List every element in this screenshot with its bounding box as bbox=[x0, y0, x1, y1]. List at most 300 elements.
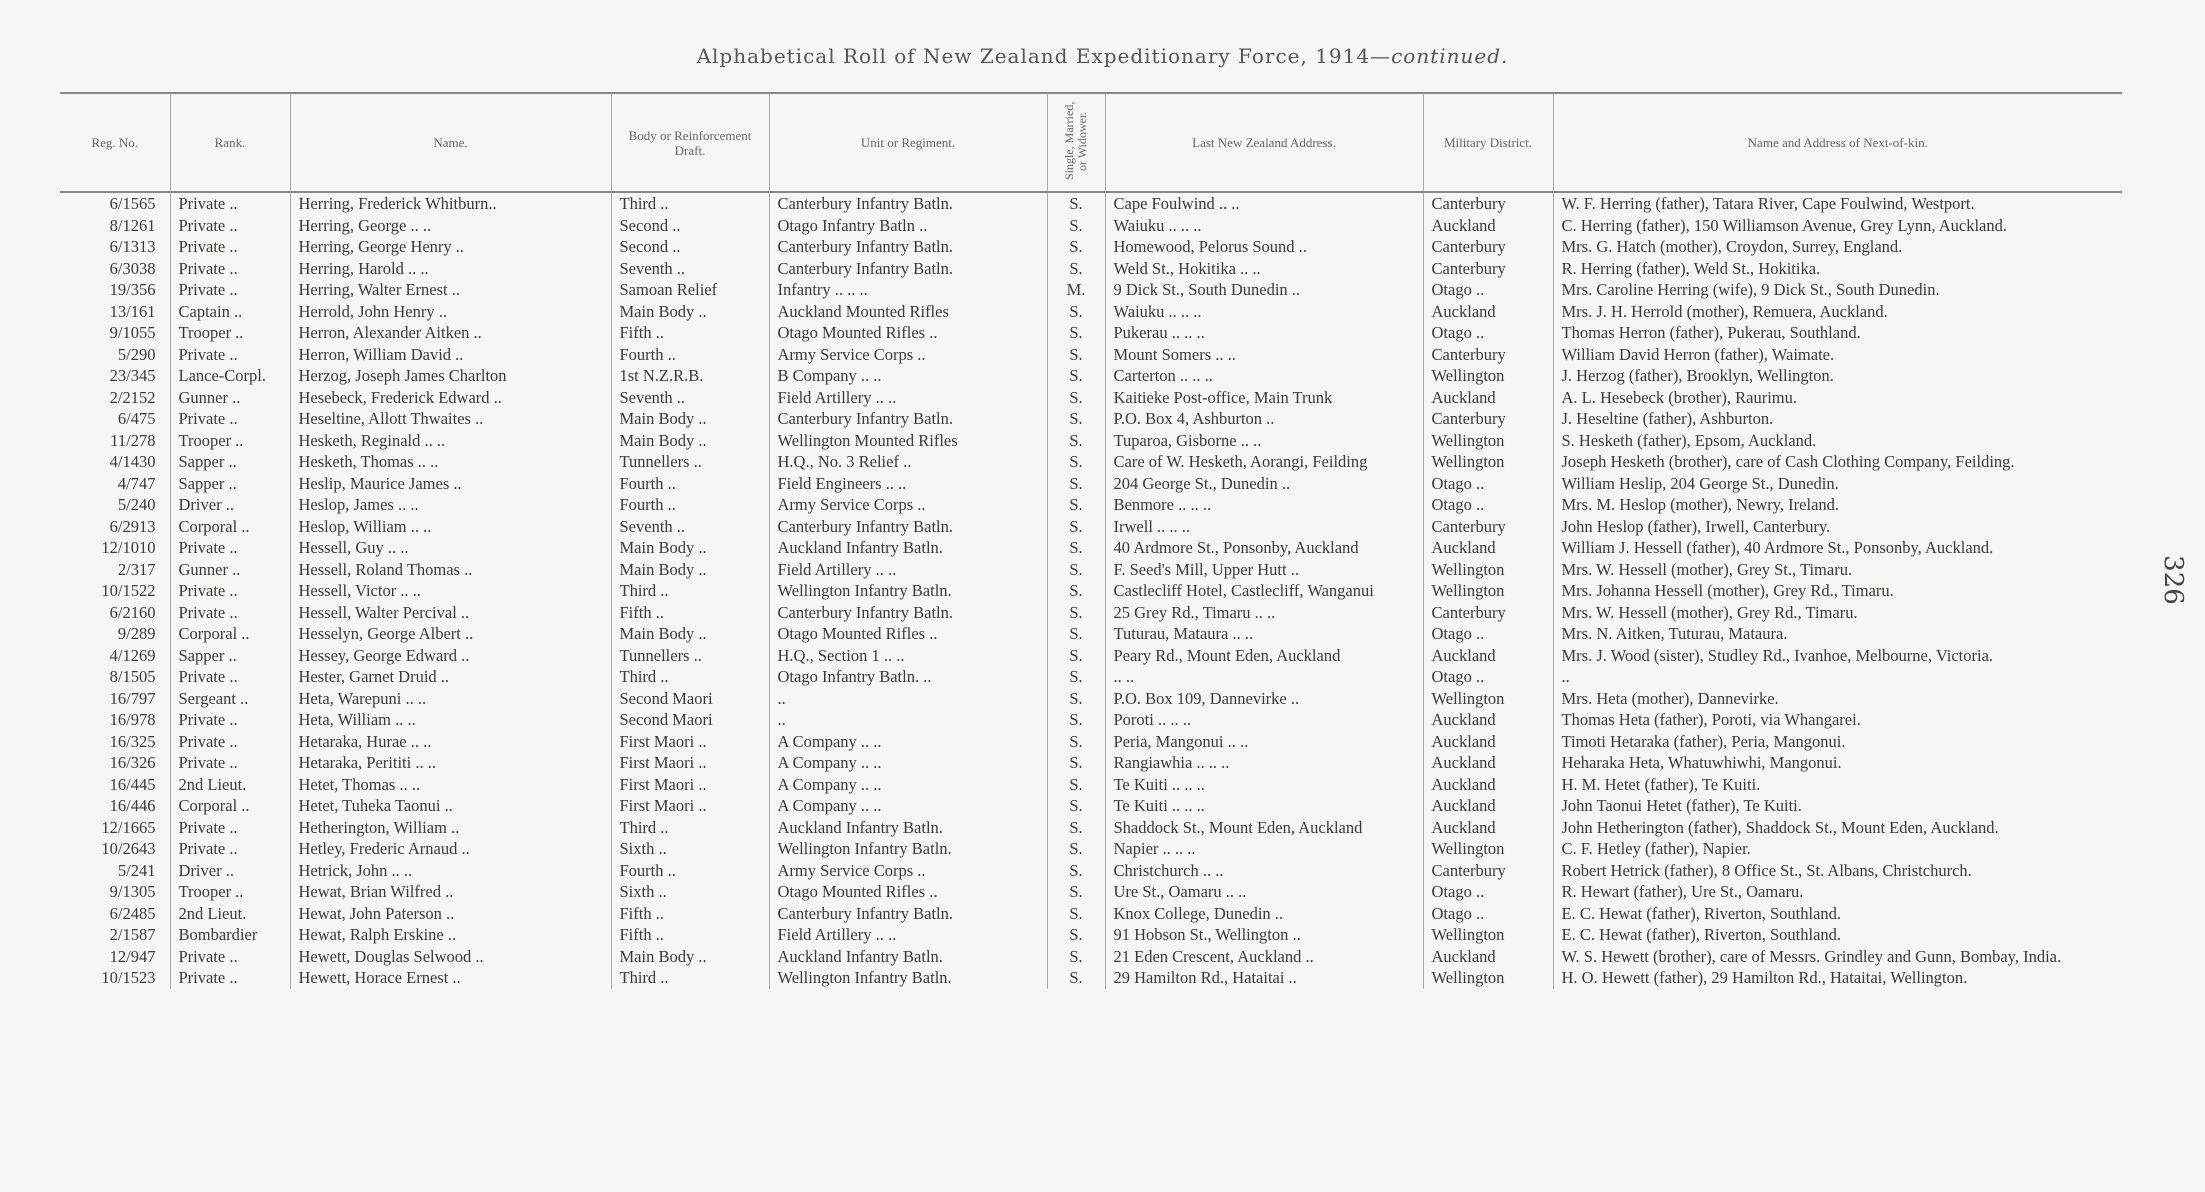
rank-cell: Private .. bbox=[170, 946, 290, 968]
rank-cell: Corporal .. bbox=[170, 795, 290, 817]
rank-cell: Gunner .. bbox=[170, 387, 290, 409]
district-cell: Auckland bbox=[1423, 795, 1553, 817]
unit-cell: Otago Infantry Batln .. bbox=[769, 215, 1047, 237]
rank-cell: Bombardier bbox=[170, 924, 290, 946]
address-cell: Waiuku .. .. .. bbox=[1105, 301, 1423, 323]
kin-cell: H. O. Hewett (father), 29 Hamilton Rd., Hataitai, Wellington. bbox=[1553, 967, 2122, 989]
table-row bbox=[60, 795, 2122, 817]
body-cell: Fourth .. bbox=[611, 494, 769, 516]
unit-cell: Auckland Infantry Batln. bbox=[769, 817, 1047, 839]
body-cell: Samoan Relief bbox=[611, 279, 769, 301]
address-cell: Care of W. Hesketh, Aorangi, Feilding bbox=[1105, 451, 1423, 473]
rank-cell: Captain .. bbox=[170, 301, 290, 323]
address-cell: 21 Eden Crescent, Auckland .. bbox=[1105, 946, 1423, 968]
district-cell: Wellington bbox=[1423, 559, 1553, 581]
rank-cell: Lance-Corpl. bbox=[170, 365, 290, 387]
address-cell: F. Seed's Mill, Upper Hutt .. bbox=[1105, 559, 1423, 581]
unit-cell: Army Service Corps .. bbox=[769, 494, 1047, 516]
rank-cell: Sapper .. bbox=[170, 473, 290, 495]
reg-no-cell: 12/947 bbox=[109, 946, 156, 966]
district-cell: Canterbury bbox=[1423, 408, 1553, 430]
address-cell: Carterton .. .. .. bbox=[1105, 365, 1423, 387]
body-cell: Fourth .. bbox=[611, 473, 769, 495]
kin-cell: H. M. Hetet (father), Te Kuiti. bbox=[1553, 774, 2122, 796]
table-row bbox=[60, 666, 2122, 688]
body-cell: Fifth .. bbox=[611, 602, 769, 624]
unit-cell: Field Artillery .. .. bbox=[769, 924, 1047, 946]
reg-no-cell: 9/1305 bbox=[109, 882, 156, 901]
status-cell: S. bbox=[1047, 494, 1105, 516]
kin-cell: Mrs. M. Heslop (mother), Newry, Ireland. bbox=[1553, 494, 2122, 516]
status-cell: S. bbox=[1047, 666, 1105, 688]
reg-no-cell: 6/3038 bbox=[109, 258, 156, 278]
table-row bbox=[60, 602, 2122, 624]
page-title bbox=[0, 44, 2205, 68]
address-cell: Shaddock St., Mount Eden, Auckland bbox=[1105, 817, 1423, 839]
rank-cell: Private .. bbox=[170, 192, 290, 215]
reg-no-cell: 16/797 bbox=[109, 688, 156, 708]
name-cell: Hetaraka, Hurae .. .. bbox=[290, 731, 611, 753]
rank-cell: Corporal .. bbox=[170, 623, 290, 645]
name-cell: Hetrick, John .. .. bbox=[290, 860, 611, 882]
name-cell: Hewett, Douglas Selwood .. bbox=[290, 946, 611, 968]
table-row bbox=[60, 709, 2122, 731]
name-cell: Hesketh, Thomas .. .. bbox=[290, 451, 611, 473]
kin-cell: Mrs. Heta (mother), Dannevirke. bbox=[1553, 688, 2122, 710]
status-cell: S. bbox=[1047, 795, 1105, 817]
reg-no-cell: 11/278 bbox=[110, 430, 156, 450]
district-cell: Canterbury bbox=[1423, 344, 1553, 366]
col-header-status bbox=[1047, 93, 1105, 192]
table-row bbox=[60, 516, 2122, 538]
body-cell: Third .. bbox=[611, 580, 769, 602]
kin-cell: Mrs. J. Wood (sister), Studley Rd., Ivanhoe, Melbourne, Victoria. bbox=[1553, 645, 2122, 667]
district-cell: Auckland bbox=[1423, 817, 1553, 839]
rank-cell: Private .. bbox=[170, 731, 290, 753]
table-row bbox=[60, 537, 2122, 559]
reg-no-cell: 10/1522 bbox=[101, 581, 156, 600]
name-cell: Hewat, John Paterson .. bbox=[290, 903, 611, 925]
body-cell: Main Body .. bbox=[611, 946, 769, 968]
unit-cell: Auckland Infantry Batln. bbox=[769, 946, 1047, 968]
status-cell: S. bbox=[1047, 688, 1105, 710]
reg-no-cell: 12/1010 bbox=[101, 538, 156, 557]
name-cell: Hewat, Ralph Erskine .. bbox=[290, 924, 611, 946]
unit-cell: Otago Mounted Rifles .. bbox=[769, 322, 1047, 344]
district-cell: Canterbury bbox=[1423, 258, 1553, 280]
name-cell: Heslop, William .. .. bbox=[290, 516, 611, 538]
status-cell: S. bbox=[1047, 774, 1105, 796]
kin-cell: Mrs. G. Hatch (mother), Croydon, Surrey, England. bbox=[1553, 236, 2122, 258]
unit-cell: Canterbury Infantry Batln. bbox=[769, 258, 1047, 280]
name-cell: Hetet, Thomas .. .. bbox=[290, 774, 611, 796]
district-cell: Otago .. bbox=[1423, 903, 1553, 925]
col-header-status-text: Single, Married, or Widower. bbox=[1062, 101, 1089, 181]
table-row bbox=[60, 408, 2122, 430]
address-cell: 29 Hamilton Rd., Hataitai .. bbox=[1105, 967, 1423, 989]
unit-cell: H.Q., No. 3 Relief .. bbox=[769, 451, 1047, 473]
address-cell: 204 George St., Dunedin .. bbox=[1105, 473, 1423, 495]
table-row bbox=[60, 967, 2122, 989]
body-cell: Second .. bbox=[611, 236, 769, 258]
body-cell: Third .. bbox=[611, 967, 769, 989]
district-cell: Auckland bbox=[1423, 774, 1553, 796]
unit-cell: Otago Mounted Rifles .. bbox=[769, 623, 1047, 645]
body-cell: Seventh .. bbox=[611, 387, 769, 409]
name-cell: Hetaraka, Perititi .. .. bbox=[290, 752, 611, 774]
address-cell: Castlecliff Hotel, Castlecliff, Wanganui bbox=[1105, 580, 1423, 602]
rank-cell: Sapper .. bbox=[170, 451, 290, 473]
table-row bbox=[60, 387, 2122, 409]
table-row bbox=[60, 580, 2122, 602]
address-cell: Napier .. .. .. bbox=[1105, 838, 1423, 860]
kin-cell: Timoti Hetaraka (father), Peria, Mangonui. bbox=[1553, 731, 2122, 753]
reg-no-cell: 9/1055 bbox=[109, 323, 156, 342]
district-cell: Wellington bbox=[1423, 924, 1553, 946]
unit-cell: Wellington Mounted Rifles bbox=[769, 430, 1047, 452]
rank-cell: Private .. bbox=[170, 344, 290, 366]
status-cell: S. bbox=[1047, 924, 1105, 946]
address-cell: P.O. Box 4, Ashburton .. bbox=[1105, 408, 1423, 430]
district-cell: Wellington bbox=[1423, 838, 1553, 860]
unit-cell: Canterbury Infantry Batln. bbox=[769, 903, 1047, 925]
table-row bbox=[60, 322, 2122, 344]
reg-no-cell: 4/747 bbox=[117, 473, 156, 493]
name-cell: Herring, Frederick Whitburn.. bbox=[290, 192, 611, 215]
status-cell: S. bbox=[1047, 365, 1105, 387]
address-cell: Tuturau, Mataura .. .. bbox=[1105, 623, 1423, 645]
status-cell: S. bbox=[1047, 709, 1105, 731]
reg-no-cell: 6/2160 bbox=[109, 602, 156, 622]
body-cell: Fifth .. bbox=[611, 924, 769, 946]
rank-cell: Trooper .. bbox=[170, 430, 290, 452]
name-cell: Hewett, Horace Ernest .. bbox=[290, 967, 611, 989]
status-cell: S. bbox=[1047, 192, 1105, 215]
body-cell: Sixth .. bbox=[611, 881, 769, 903]
table-row bbox=[60, 365, 2122, 387]
status-cell: S. bbox=[1047, 430, 1105, 452]
kin-cell: John Hetherington (father), Shaddock St., Mount Eden, Auckland. bbox=[1553, 817, 2122, 839]
kin-cell: Robert Hetrick (father), 8 Office St., St. Albans, Christchurch. bbox=[1553, 860, 2122, 882]
name-cell: Herron, Alexander Aitken .. bbox=[290, 322, 611, 344]
table-row bbox=[60, 688, 2122, 710]
table-row bbox=[60, 192, 2122, 215]
reg-no-cell: 16/445 bbox=[109, 774, 156, 794]
unit-cell: Wellington Infantry Batln. bbox=[769, 838, 1047, 860]
reg-no-cell: 16/446 bbox=[109, 796, 156, 815]
body-cell: Seventh .. bbox=[611, 516, 769, 538]
reg-no-cell: 6/475 bbox=[117, 409, 156, 428]
rank-cell: Driver .. bbox=[170, 494, 290, 516]
district-cell: Wellington bbox=[1423, 365, 1553, 387]
table-row bbox=[60, 623, 2122, 645]
district-cell: Auckland bbox=[1423, 215, 1553, 237]
status-cell: S. bbox=[1047, 516, 1105, 538]
reg-no-cell: 19/356 bbox=[109, 280, 156, 299]
status-cell: S. bbox=[1047, 817, 1105, 839]
unit-cell: Canterbury Infantry Batln. bbox=[769, 516, 1047, 538]
unit-cell: A Company .. .. bbox=[769, 774, 1047, 796]
unit-cell: Field Artillery .. .. bbox=[769, 387, 1047, 409]
unit-cell: Canterbury Infantry Batln. bbox=[769, 192, 1047, 215]
title-text: Alphabetical Roll of New Zealand Expeditionary Force, 1914— bbox=[696, 44, 1392, 68]
unit-cell: Auckland Infantry Batln. bbox=[769, 537, 1047, 559]
address-cell: Knox College, Dunedin .. bbox=[1105, 903, 1423, 925]
name-cell: Hetley, Frederic Arnaud .. bbox=[290, 838, 611, 860]
title-suffix: continued. bbox=[1391, 44, 1509, 68]
body-cell: Main Body .. bbox=[611, 623, 769, 645]
status-cell: S. bbox=[1047, 215, 1105, 237]
page-number: 326 bbox=[2157, 555, 2188, 605]
address-cell: 9 Dick St., South Dunedin .. bbox=[1105, 279, 1423, 301]
status-cell: S. bbox=[1047, 731, 1105, 753]
table-row bbox=[60, 279, 2122, 301]
kin-cell: J. Heseltine (father), Ashburton. bbox=[1553, 408, 2122, 430]
address-cell: Christchurch .. .. bbox=[1105, 860, 1423, 882]
status-cell: S. bbox=[1047, 752, 1105, 774]
kin-cell: Thomas Heta (father), Poroti, via Whangarei. bbox=[1553, 709, 2122, 731]
kin-cell: W. S. Hewett (brother), care of Messrs. Grindley and Gunn, Bombay, India. bbox=[1553, 946, 2122, 968]
kin-cell: R. Hewart (father), Ure St., Oamaru. bbox=[1553, 881, 2122, 903]
name-cell: Hessell, Walter Percival .. bbox=[290, 602, 611, 624]
body-cell: Third .. bbox=[611, 666, 769, 688]
unit-cell: .. bbox=[769, 709, 1047, 731]
address-cell: Waiuku .. .. .. bbox=[1105, 215, 1423, 237]
name-cell: Herron, William David .. bbox=[290, 344, 611, 366]
district-cell: Wellington bbox=[1423, 451, 1553, 473]
status-cell: S. bbox=[1047, 258, 1105, 280]
name-cell: Heseltine, Allott Thwaites .. bbox=[290, 408, 611, 430]
reg-no-cell: 2/2152 bbox=[109, 387, 156, 407]
kin-cell: Mrs. Johanna Hessell (mother), Grey Rd., Timaru. bbox=[1553, 580, 2122, 602]
status-cell: S. bbox=[1047, 838, 1105, 860]
rank-cell: Private .. bbox=[170, 709, 290, 731]
table-row bbox=[60, 430, 2122, 452]
unit-cell: Auckland Mounted Rifles bbox=[769, 301, 1047, 323]
rank-cell: Private .. bbox=[170, 408, 290, 430]
reg-no-cell: 12/1665 bbox=[101, 817, 156, 837]
kin-cell: Heharaka Heta, Whatuwhiwhi, Mangonui. bbox=[1553, 752, 2122, 774]
kin-cell: John Taonui Hetet (father), Te Kuiti. bbox=[1553, 795, 2122, 817]
address-cell: Benmore .. .. .. bbox=[1105, 494, 1423, 516]
reg-no-cell: 5/241 bbox=[117, 860, 156, 880]
body-cell: First Maori .. bbox=[611, 731, 769, 753]
body-cell: Second Maori bbox=[611, 709, 769, 731]
kin-cell: J. Herzog (father), Brooklyn, Wellington. bbox=[1553, 365, 2122, 387]
district-cell: Wellington bbox=[1423, 580, 1553, 602]
col-header-reg: Reg. No. bbox=[60, 93, 170, 192]
unit-cell: Canterbury Infantry Batln. bbox=[769, 602, 1047, 624]
reg-no-cell: 10/1523 bbox=[101, 968, 156, 987]
body-cell: 1st N.Z.R.B. bbox=[611, 365, 769, 387]
district-cell: Wellington bbox=[1423, 688, 1553, 710]
unit-cell: Field Engineers .. .. bbox=[769, 473, 1047, 495]
status-cell: S. bbox=[1047, 344, 1105, 366]
kin-cell: Mrs. W. Hessell (mother), Grey St., Timaru. bbox=[1553, 559, 2122, 581]
reg-no-cell: 16/978 bbox=[109, 710, 156, 729]
kin-cell: William David Herron (father), Waimate. bbox=[1553, 344, 2122, 366]
address-cell: Rangiawhia .. .. .. bbox=[1105, 752, 1423, 774]
body-cell: Main Body .. bbox=[611, 537, 769, 559]
address-cell: Kaitieke Post-office, Main Trunk bbox=[1105, 387, 1423, 409]
address-cell: Cape Foulwind .. .. bbox=[1105, 192, 1423, 215]
reg-no-cell: 5/240 bbox=[117, 495, 156, 514]
address-cell: Ure St., Oamaru .. .. bbox=[1105, 881, 1423, 903]
table-row bbox=[60, 494, 2122, 516]
name-cell: Hessell, Roland Thomas .. bbox=[290, 559, 611, 581]
name-cell: Hetet, Tuheka Taonui .. bbox=[290, 795, 611, 817]
unit-cell: Wellington Infantry Batln. bbox=[769, 580, 1047, 602]
col-header-name: Name. bbox=[290, 93, 611, 192]
reg-no-cell: 6/1313 bbox=[109, 237, 156, 256]
table-row bbox=[60, 473, 2122, 495]
kin-cell: .. bbox=[1553, 666, 2122, 688]
name-cell: Herring, George Henry .. bbox=[290, 236, 611, 258]
body-cell: Fourth .. bbox=[611, 344, 769, 366]
rank-cell: 2nd Lieut. bbox=[170, 903, 290, 925]
unit-cell: Canterbury Infantry Batln. bbox=[769, 408, 1047, 430]
district-cell: Wellington bbox=[1423, 430, 1553, 452]
unit-cell: Army Service Corps .. bbox=[769, 344, 1047, 366]
district-cell: Canterbury bbox=[1423, 860, 1553, 882]
body-cell: Main Body .. bbox=[611, 559, 769, 581]
reg-no-cell: 9/289 bbox=[117, 624, 156, 643]
unit-cell: .. bbox=[769, 688, 1047, 710]
kin-cell: Mrs. N. Aitken, Tuturau, Mataura. bbox=[1553, 623, 2122, 645]
rank-cell: Private .. bbox=[170, 602, 290, 624]
rank-cell: Private .. bbox=[170, 236, 290, 258]
body-cell: Fourth .. bbox=[611, 860, 769, 882]
name-cell: Hesebeck, Frederick Edward .. bbox=[290, 387, 611, 409]
status-cell: S. bbox=[1047, 387, 1105, 409]
kin-cell: A. L. Hesebeck (brother), Raurimu. bbox=[1553, 387, 2122, 409]
address-cell: Poroti .. .. .. bbox=[1105, 709, 1423, 731]
name-cell: Hesselyn, George Albert .. bbox=[290, 623, 611, 645]
unit-cell: H.Q., Section 1 .. .. bbox=[769, 645, 1047, 667]
name-cell: Hetherington, William .. bbox=[290, 817, 611, 839]
body-cell: Fifth .. bbox=[611, 903, 769, 925]
body-cell: First Maori .. bbox=[611, 795, 769, 817]
kin-cell: Mrs. W. Hessell (mother), Grey Rd., Timaru. bbox=[1553, 602, 2122, 624]
unit-cell: Wellington Infantry Batln. bbox=[769, 967, 1047, 989]
reg-no-cell: 2/1587 bbox=[109, 925, 156, 944]
reg-no-cell: 6/1565 bbox=[109, 194, 156, 213]
address-cell: Peria, Mangonui .. .. bbox=[1105, 731, 1423, 753]
unit-cell: Army Service Corps .. bbox=[769, 860, 1047, 882]
district-cell: Auckland bbox=[1423, 387, 1553, 409]
name-cell: Herrold, John Henry .. bbox=[290, 301, 611, 323]
kin-cell: Mrs. Caroline Herring (wife), 9 Dick St., South Dunedin. bbox=[1553, 279, 2122, 301]
reg-no-cell: 6/2913 bbox=[109, 516, 156, 536]
name-cell: Heslip, Maurice James .. bbox=[290, 473, 611, 495]
name-cell: Hester, Garnet Druid .. bbox=[290, 666, 611, 688]
district-cell: Otago .. bbox=[1423, 494, 1553, 516]
status-cell: S. bbox=[1047, 559, 1105, 581]
status-cell: S. bbox=[1047, 537, 1105, 559]
reg-no-cell: 8/1505 bbox=[109, 667, 156, 686]
rank-cell: Private .. bbox=[170, 580, 290, 602]
name-cell: Heslop, James .. .. bbox=[290, 494, 611, 516]
district-cell: Auckland bbox=[1423, 537, 1553, 559]
kin-cell: John Heslop (father), Irwell, Canterbury. bbox=[1553, 516, 2122, 538]
district-cell: Canterbury bbox=[1423, 602, 1553, 624]
address-cell: 25 Grey Rd., Timaru .. .. bbox=[1105, 602, 1423, 624]
table-row bbox=[60, 752, 2122, 774]
kin-cell: William J. Hessell (father), 40 Ardmore St., Ponsonby, Auckland. bbox=[1553, 537, 2122, 559]
name-cell: Hessell, Victor .. .. bbox=[290, 580, 611, 602]
reg-no-cell: 16/325 bbox=[109, 731, 156, 751]
rank-cell: Gunner .. bbox=[170, 559, 290, 581]
district-cell: Otago .. bbox=[1423, 666, 1553, 688]
rank-cell: Private .. bbox=[170, 967, 290, 989]
name-cell: Heta, William .. .. bbox=[290, 709, 611, 731]
rank-cell: Sergeant .. bbox=[170, 688, 290, 710]
name-cell: Herring, Harold .. .. bbox=[290, 258, 611, 280]
district-cell: Auckland bbox=[1423, 731, 1553, 753]
body-cell: Main Body .. bbox=[611, 408, 769, 430]
table-row bbox=[60, 215, 2122, 237]
unit-cell: Canterbury Infantry Batln. bbox=[769, 236, 1047, 258]
body-cell: Main Body .. bbox=[611, 430, 769, 452]
address-cell: .. .. bbox=[1105, 666, 1423, 688]
address-cell: Mount Somers .. .. bbox=[1105, 344, 1423, 366]
status-cell: S. bbox=[1047, 860, 1105, 882]
address-cell: P.O. Box 109, Dannevirke .. bbox=[1105, 688, 1423, 710]
body-cell: Main Body .. bbox=[611, 301, 769, 323]
rank-cell: Private .. bbox=[170, 752, 290, 774]
district-cell: Canterbury bbox=[1423, 236, 1553, 258]
district-cell: Otago .. bbox=[1423, 322, 1553, 344]
address-cell: 40 Ardmore St., Ponsonby, Auckland bbox=[1105, 537, 1423, 559]
unit-cell: Infantry .. .. .. bbox=[769, 279, 1047, 301]
body-cell: Second .. bbox=[611, 215, 769, 237]
body-cell: Tunnellers .. bbox=[611, 645, 769, 667]
unit-cell: Otago Mounted Rifles .. bbox=[769, 881, 1047, 903]
reg-no-cell: 5/290 bbox=[117, 344, 156, 364]
body-cell: Sixth .. bbox=[611, 838, 769, 860]
rank-cell: Trooper .. bbox=[170, 322, 290, 344]
address-cell: 91 Hobson St., Wellington .. bbox=[1105, 924, 1423, 946]
kin-cell: E. C. Hewat (father), Riverton, Southland. bbox=[1553, 924, 2122, 946]
unit-cell: B Company .. .. bbox=[769, 365, 1047, 387]
rank-cell: 2nd Lieut. bbox=[170, 774, 290, 796]
body-cell: Seventh .. bbox=[611, 258, 769, 280]
kin-cell: William Heslip, 204 George St., Dunedin. bbox=[1553, 473, 2122, 495]
district-cell: Otago .. bbox=[1423, 279, 1553, 301]
kin-cell: C. Herring (father), 150 Williamson Avenue, Grey Lynn, Auckland. bbox=[1553, 215, 2122, 237]
rank-cell: Sapper .. bbox=[170, 645, 290, 667]
body-cell: Third .. bbox=[611, 192, 769, 215]
rank-cell: Private .. bbox=[170, 666, 290, 688]
col-header-unit: Unit or Regiment. bbox=[769, 93, 1047, 192]
body-cell: Second Maori bbox=[611, 688, 769, 710]
col-header-body: Body or Reinforcement Draft. bbox=[611, 93, 769, 192]
district-cell: Otago .. bbox=[1423, 881, 1553, 903]
name-cell: Hessell, Guy .. .. bbox=[290, 537, 611, 559]
unit-cell: A Company .. .. bbox=[769, 752, 1047, 774]
address-cell: Weld St., Hokitika .. .. bbox=[1105, 258, 1423, 280]
district-cell: Auckland bbox=[1423, 946, 1553, 968]
rank-cell: Private .. bbox=[170, 817, 290, 839]
body-cell: Third .. bbox=[611, 817, 769, 839]
status-cell: S. bbox=[1047, 580, 1105, 602]
rank-cell: Private .. bbox=[170, 258, 290, 280]
address-cell: Peary Rd., Mount Eden, Auckland bbox=[1105, 645, 1423, 667]
kin-cell: Thomas Herron (father), Pukerau, Southland. bbox=[1553, 322, 2122, 344]
kin-cell: C. F. Hetley (father), Napier. bbox=[1553, 838, 2122, 860]
body-cell: Tunnellers .. bbox=[611, 451, 769, 473]
status-cell: S. bbox=[1047, 602, 1105, 624]
